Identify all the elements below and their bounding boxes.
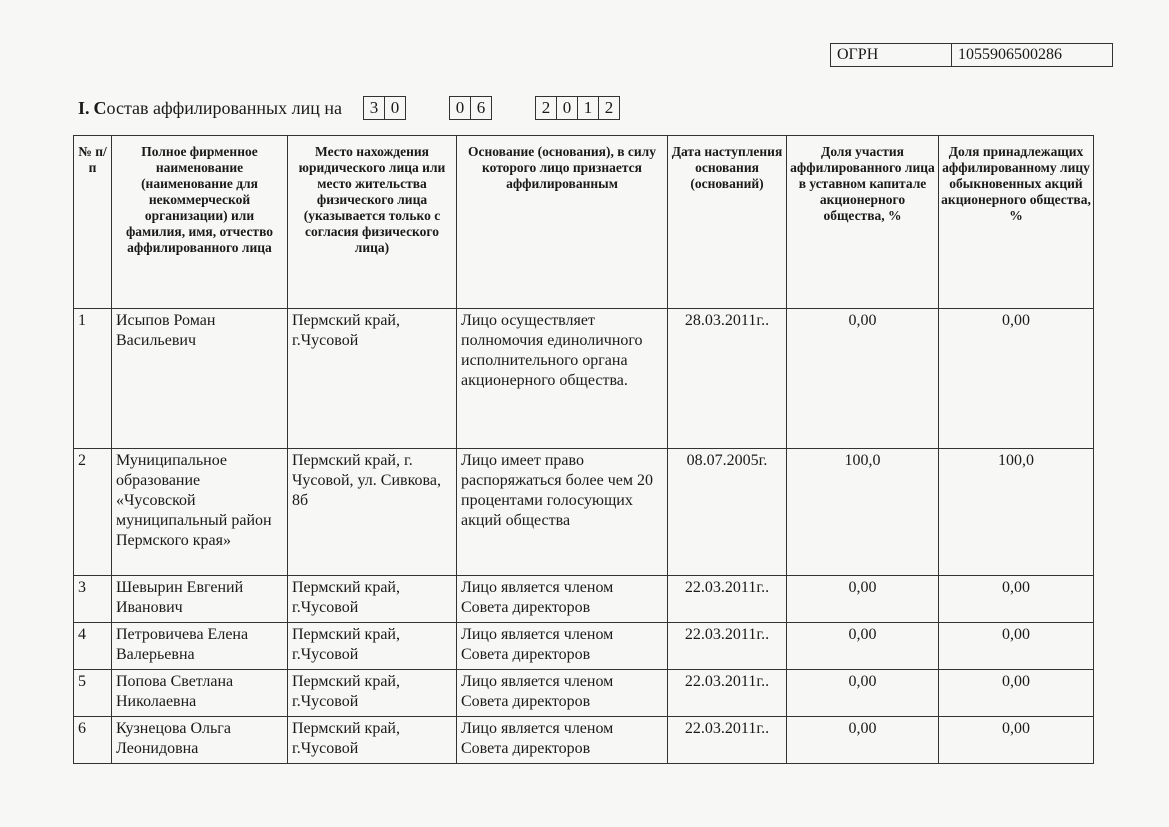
heading-initial: С (93, 97, 107, 118)
row-basis: Лицо осуществляет полномочия единоличного исполнительного органа акционерного общества. (457, 309, 668, 449)
row-place: Пермский край, г.Чусовой (288, 717, 457, 764)
date-day-boxes (364, 96, 406, 120)
row-date: 22.03.2011г.. (668, 623, 787, 670)
col-header-date: Дата наступления основания (оснований) (668, 136, 787, 309)
date-digit: 0 (384, 96, 406, 120)
row-basis: Лицо является членом Совета директоров (457, 623, 668, 670)
row-share: 0,00 (787, 717, 939, 764)
row-number: 6 (74, 717, 112, 764)
row-date: 28.03.2011г.. (668, 309, 787, 449)
row-share: 0,00 (787, 670, 939, 717)
row-date: 08.07.2005г. (668, 449, 787, 576)
row-basis: Лицо является членом Совета директоров (457, 717, 668, 764)
row-stock: 100,0 (939, 449, 1094, 576)
date-year-boxes (536, 96, 620, 120)
table-row (74, 717, 1094, 764)
heading-text: остав аффилированных лиц на (106, 97, 342, 118)
row-name: Муниципальное образование «Чусовской муниципальный район Пермского края» (112, 449, 288, 576)
col-header-stock: Доля принадлежащих аффилированному лицу обыкновенных акций акционерного общества, % (939, 136, 1094, 309)
row-name: Исыпов Роман Васильевич (112, 309, 288, 449)
date-digit: 0 (556, 96, 578, 120)
row-stock: 0,00 (939, 670, 1094, 717)
col-header-name: Полное фирменное наименование (наименование для некоммерческой организации) или фамилия, имя, отчество аффилированного лица (112, 136, 288, 309)
date-digit: 6 (470, 96, 492, 120)
row-stock: 0,00 (939, 576, 1094, 623)
table-row (74, 670, 1094, 717)
row-name: Кузнецова Ольга Леонидовна (112, 717, 288, 764)
row-basis: Лицо имеет право распоряжаться более чем 20 процентами голосующих акций общества (457, 449, 668, 576)
row-name: Петровичева Елена Валерьевна (112, 623, 288, 670)
row-name: Попова Светлана Николаевна (112, 670, 288, 717)
affiliates-table (73, 135, 1094, 764)
table-row (74, 449, 1094, 576)
row-number: 5 (74, 670, 112, 717)
row-number: 3 (74, 576, 112, 623)
table-row (74, 309, 1094, 449)
table-row (74, 576, 1094, 623)
row-date: 22.03.2011г.. (668, 670, 787, 717)
ogrn-label: ОГРН (831, 44, 952, 67)
row-name: Шевырин Евгений Иванович (112, 576, 288, 623)
row-date: 22.03.2011г.. (668, 576, 787, 623)
date-digit: 3 (363, 96, 385, 120)
row-stock: 0,00 (939, 309, 1094, 449)
col-header-place: Место нахождения юридического лица или место жительства физического лица (указывается только с согласия физического лица) (288, 136, 457, 309)
row-number: 1 (74, 309, 112, 449)
col-header-number: № п/п (74, 136, 112, 309)
row-place: Пермский край, г.Чусовой (288, 576, 457, 623)
row-share: 0,00 (787, 309, 939, 449)
ogrn-value: 1055906500286 (952, 44, 1113, 67)
row-number: 2 (74, 449, 112, 576)
row-number: 4 (74, 623, 112, 670)
date-digit: 2 (535, 96, 557, 120)
date-month-boxes (450, 96, 492, 120)
row-stock: 0,00 (939, 717, 1094, 764)
row-place: Пермский край, г. Чусовой, ул. Сивкова, 8б (288, 449, 457, 576)
row-share: 0,00 (787, 576, 939, 623)
section-heading (78, 96, 620, 120)
section-number: I. (78, 97, 90, 118)
row-share: 100,0 (787, 449, 939, 576)
col-header-share: Доля участия аффилированного лица в уставном капитале акционерного общества, % (787, 136, 939, 309)
row-stock: 0,00 (939, 623, 1094, 670)
row-basis: Лицо является членом Совета директоров (457, 670, 668, 717)
row-place: Пермский край, г.Чусовой (288, 623, 457, 670)
row-share: 0,00 (787, 623, 939, 670)
row-place: Пермский край, г.Чусовой (288, 309, 457, 449)
row-date: 22.03.2011г.. (668, 717, 787, 764)
row-place: Пермский край, г.Чусовой (288, 670, 457, 717)
col-header-basis: Основание (основания), в силу которого лицо признается аффилированным (457, 136, 668, 309)
table-row (74, 623, 1094, 670)
row-basis: Лицо является членом Совета директоров (457, 576, 668, 623)
date-digit: 2 (598, 96, 620, 120)
date-digit: 1 (577, 96, 599, 120)
table-header-row (74, 136, 1094, 309)
date-digit: 0 (449, 96, 471, 120)
ogrn-box (830, 43, 1113, 67)
